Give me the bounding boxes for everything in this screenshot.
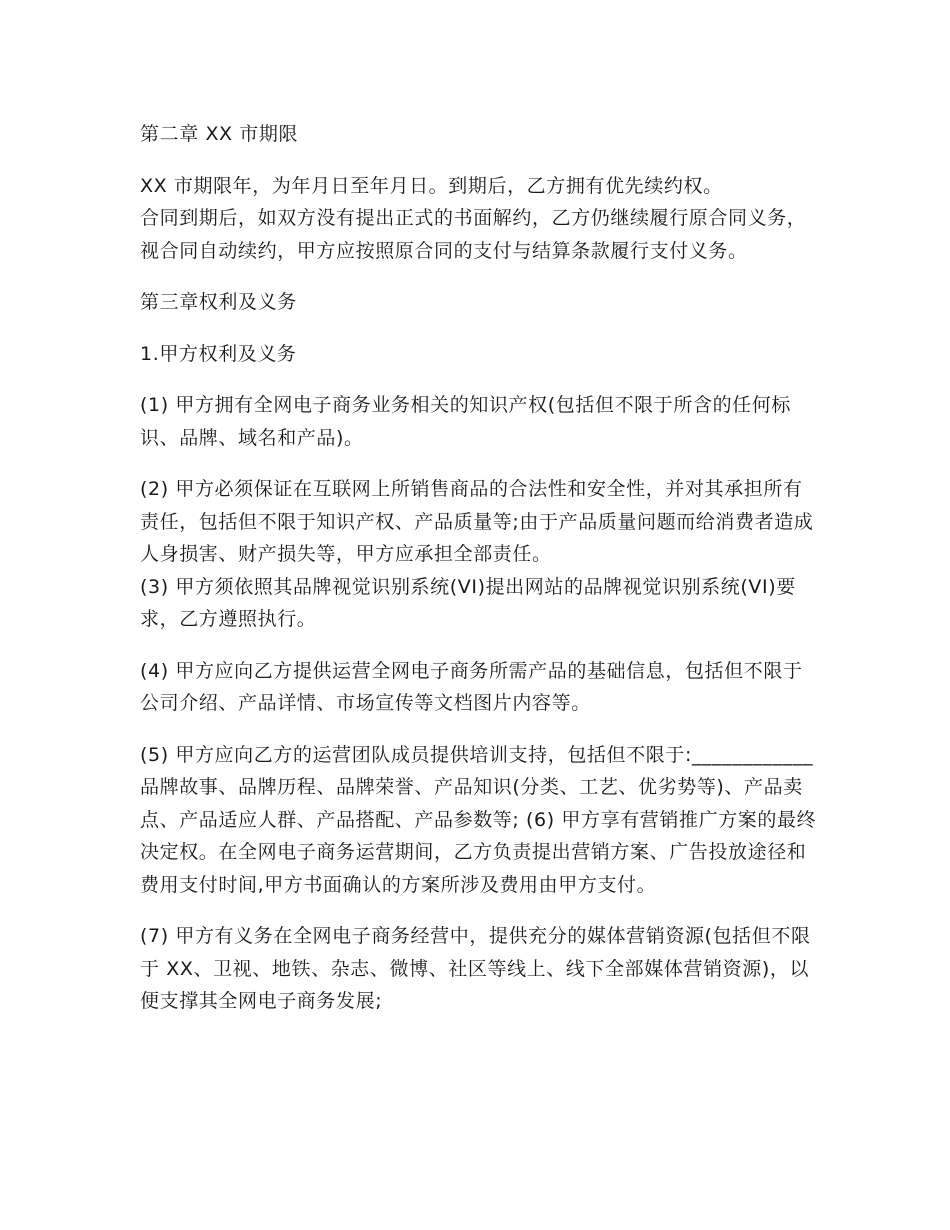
paragraph-gap	[140, 319, 820, 338]
term-paragraph: XX 市期限年，为年月日至年月日。到期后，乙方拥有优先续约权。	[140, 174, 723, 197]
paragraph-gap	[140, 454, 820, 473]
paragraph-gap	[140, 151, 820, 170]
paragraph-gap	[140, 901, 820, 920]
clause-3: (3) 甲方须依照其品牌视觉识别系统(VI)提出网站的品牌视觉识别系统(VI)要求，乙方遵照执行。	[140, 575, 796, 630]
clause-1: (1) 甲方拥有全网电子商务业务相关的知识产权(包括但不限于所含的任何标识、品牌、域名和产品)。	[140, 394, 791, 449]
renewal-paragraph: 合同到期后，如双方没有提出正式的书面解约，乙方仍继续履行原合同义务，视合同自动续约，甲方应按照原合同的支付与结算条款履行支付义务。	[140, 207, 807, 262]
document-page	[140, 118, 820, 1018]
paragraph-gap	[140, 267, 820, 286]
clause-2: (2) 甲方必须保证在互联网上所销售商品的合法性和安全性，并对其承担所有责任，包括但不限于知识产权、产品质量等;由于产品质量问题而给消费者造成人身损害、财产损失等，甲方应承担全部责任。	[140, 478, 814, 565]
clause-4: (4) 甲方应向乙方提供运营全网电子商务所需产品的基础信息，包括但不限于公司介绍、产品详情、市场宣传等文档图片内容等。	[140, 659, 803, 714]
clause-7: (7) 甲方有义务在全网电子商务经营中，提供充分的媒体营销资源(包括但不限于 XX、卫视、地铁、杂志、微博、社区等线上、线下全部媒体营销资源)，以便支撑其全网电子商务发展;	[140, 925, 811, 1012]
chapter-2-heading: 第二章 XX 市期限	[140, 123, 299, 145]
clause-5-6: (5) 甲方应向乙方的运营团队成员提供培训支持，包括但不限于:____________品牌故事、品牌历程、品牌荣誉、产品知识(分类、工艺、优劣势等)、产品卖点、产品适应人群、产品搭配、产品参数等; (6) 甲方享有营销推广方案的最终决定权。在全网电子商务运营期间，乙方负责提出营销方案、广告投放途径和费用支付时间,甲方书面确认的方案所涉及费用由甲方支付。	[140, 743, 817, 896]
section-1-heading: 1.甲方权利及义务	[140, 342, 297, 365]
paragraph-gap	[140, 636, 820, 655]
paragraph-gap	[140, 370, 820, 389]
paragraph-gap	[140, 720, 820, 739]
chapter-3-heading: 第三章权利及义务	[140, 291, 297, 313]
